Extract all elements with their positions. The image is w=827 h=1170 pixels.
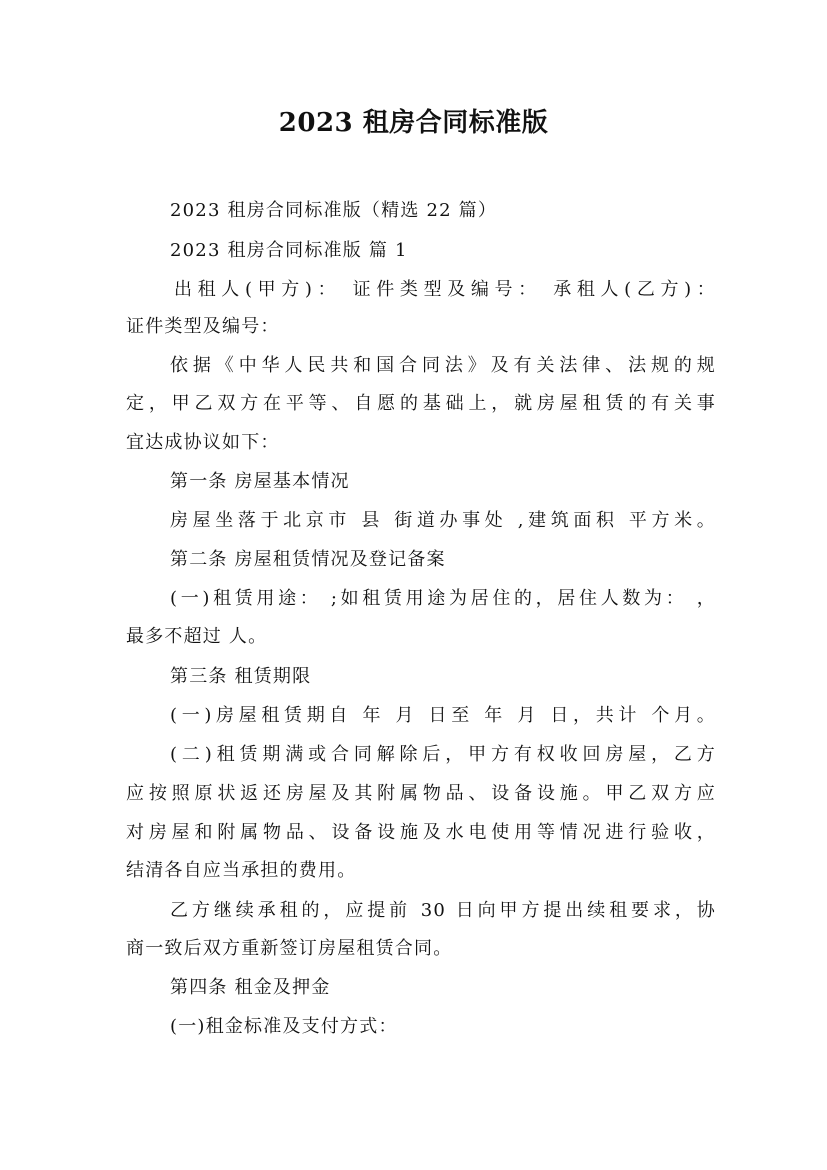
paragraph-property-location: 房屋坐落于北京市 县 街道办事处 ,建筑面积 平方米。 — [170, 510, 716, 531]
paragraph-parties: 出租人(甲方)： 证件类型及编号： 承租人(乙方)： — [174, 279, 716, 300]
paragraph-rent-standard: (一)租金标准及支付方式： — [170, 1016, 398, 1037]
paragraph-lease-expiry-cont-2: 对房屋和附属物品、设备设施及水电使用等情况进行验收， — [126, 822, 716, 843]
document-title: 2023 租房合同标准版 — [278, 108, 549, 138]
article-4-heading: 第四条 租金及押金 — [170, 977, 331, 998]
paragraph-lease-expiry-cont-1: 应按照原状返还房屋及其附属物品、设备设施。甲乙双方应 — [126, 783, 716, 804]
paragraph-lease-expiry: (二)租赁期满或合同解除后，甲方有权收回房屋，乙方 — [170, 744, 716, 765]
paragraph-lease-term: (一)房屋租赁期自 年 月 日至 年 月 日，共计 个月。 — [170, 705, 716, 726]
article-1-heading: 第一条 房屋基本情况 — [170, 471, 350, 492]
paragraph-lease-use-cont: 最多不超过 人。 — [126, 626, 268, 647]
paragraph-renewal-cont: 商一致后双方重新签订房屋租赁合同。 — [126, 938, 453, 959]
article-2-heading: 第二条 房屋租赁情况及登记备案 — [170, 549, 446, 570]
paragraph-renewal: 乙方继续承租的，应提前 30 日向甲方提出续租要求，协 — [170, 900, 716, 921]
paragraph-basis-cont-2: 宜达成协议如下： — [126, 432, 280, 453]
paragraph-basis-cont-1: 定，甲乙双方在平等、自愿的基础上，就房屋租赁的有关事 — [126, 393, 716, 414]
paragraph-lease-expiry-cont-3: 结清各自应当承担的费用。 — [126, 860, 357, 881]
paragraph-lease-use: (一)租赁用途： ;如租赁用途为居住的，居住人数为： ， — [170, 588, 716, 609]
paragraph-basis: 依据《中华人民共和国合同法》及有关法律、法规的规 — [170, 355, 716, 376]
article-3-heading: 第三条 租赁期限 — [170, 666, 312, 687]
paragraph-section-label: 2023 租房合同标准版 篇 1 — [170, 240, 408, 261]
paragraph-subtitle: 2023 租房合同标准版（精选 22 篇） — [170, 200, 498, 221]
paragraph-parties-cont: 证件类型及编号： — [126, 316, 280, 337]
